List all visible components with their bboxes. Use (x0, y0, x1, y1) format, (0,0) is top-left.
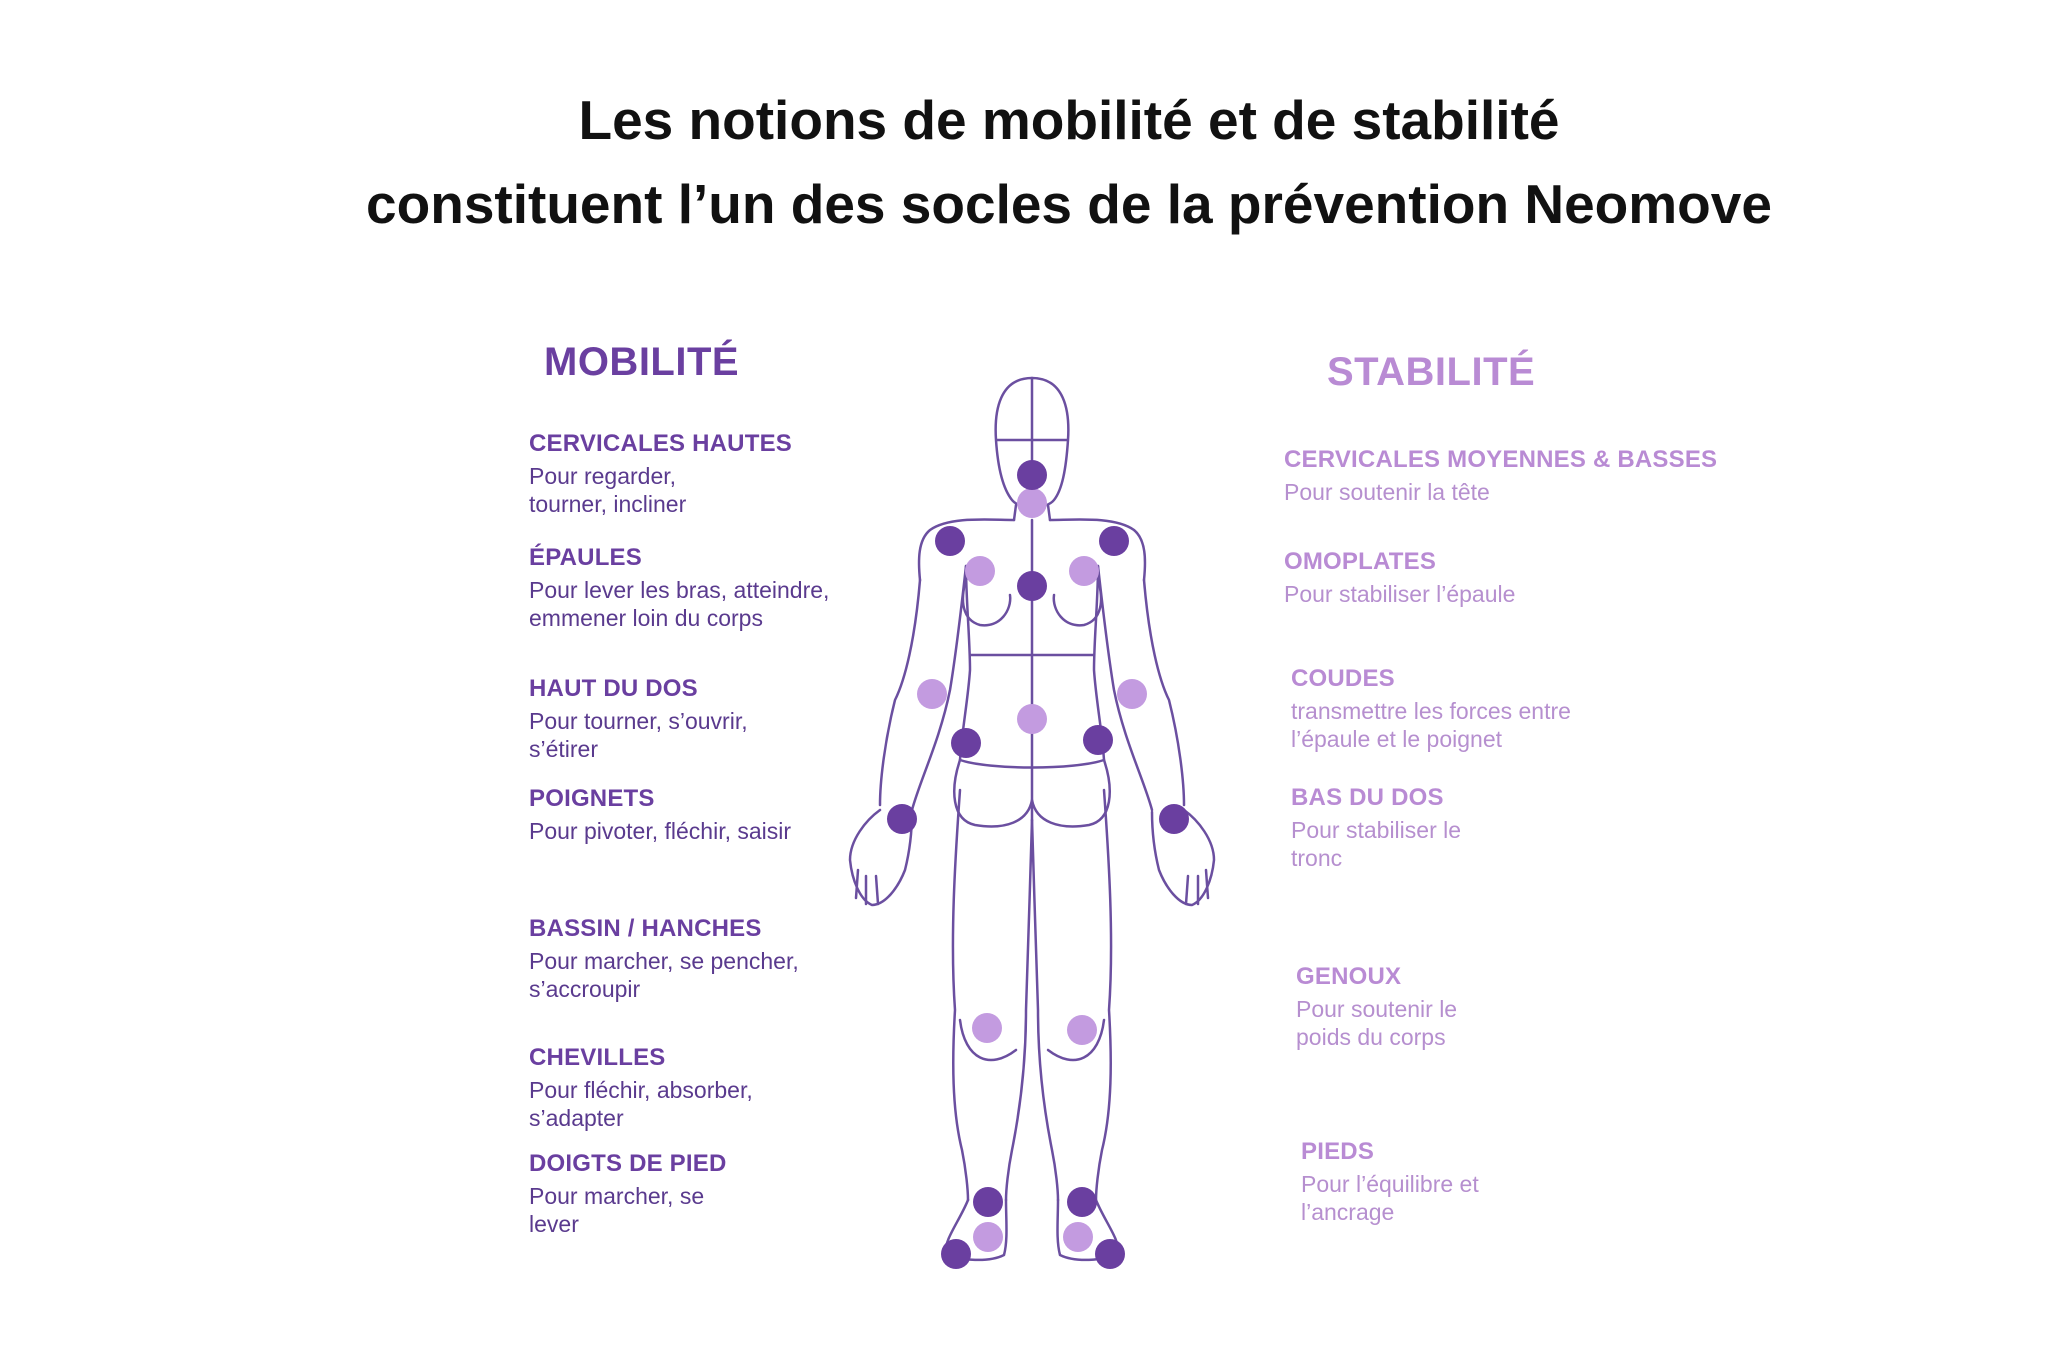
joint-cheville-right (1067, 1187, 1097, 1217)
stability-item-desc: Pour stabiliser le tronc (1291, 817, 1462, 871)
joint-poignet-right (1159, 804, 1189, 834)
mobility-item-title: BASSIN / HANCHES (529, 915, 762, 942)
mobility-item-desc: Pour fléchir, absorber, s’adapter (529, 1077, 753, 1131)
mobility-item-desc: Pour tourner, s’ouvrir, s’étirer (529, 708, 748, 762)
stability-item-desc: Pour l’équilibre et l’ancrage (1301, 1171, 1479, 1225)
mobility-item-title: CERVICALES HAUTES (529, 430, 792, 457)
joint-genou-left (972, 1013, 1002, 1043)
joint-omoplate-left (965, 556, 995, 586)
stability-item-title: OMOPLATES (1284, 548, 1437, 575)
title-line-2: constituent l’un des socles de la prévention Neomove (366, 173, 1772, 235)
joint-coude-left (917, 679, 947, 709)
joint-orteils-right (1095, 1239, 1125, 1269)
stability-item-title: PIEDS (1301, 1138, 1375, 1165)
stability-heading: STABILITÉ (1327, 350, 1536, 394)
mobility-item-title: POIGNETS (529, 785, 655, 812)
stability-item-desc: Pour stabiliser l’épaule (1284, 581, 1516, 607)
stability-item-title: COUDES (1291, 665, 1395, 692)
joint-coude-right (1117, 679, 1147, 709)
joint-cheville-left (973, 1187, 1003, 1217)
mobility-item-desc: Pour marcher, se pencher, s’accroupir (529, 948, 799, 1002)
title-line-1: Les notions de mobilité et de stabilité (578, 89, 1560, 151)
joint-pied-right (1063, 1222, 1093, 1252)
joint-omoplate-right (1069, 556, 1099, 586)
joint-pied-left (973, 1222, 1003, 1252)
mobility-heading: MOBILITÉ (544, 340, 740, 384)
joint-cervicales-hautes (1017, 460, 1047, 490)
stability-item-desc: transmettre les forces entre l’épaule et le poignet (1291, 698, 1571, 752)
mobility-item-title: DOIGTS DE PIED (529, 1150, 727, 1177)
joint-orteils-left (941, 1239, 971, 1269)
mobility-item-desc: Pour regarder, tourner, incliner (529, 463, 687, 517)
mobility-item-desc: Pour marcher, se lever (529, 1183, 705, 1237)
mobility-item-title: HAUT DU DOS (529, 675, 698, 702)
joint-poignet-left (887, 804, 917, 834)
joint-cervicales-moyennes (1017, 488, 1047, 518)
stability-item-desc: Pour soutenir le poids du corps (1296, 996, 1458, 1050)
stability-item-title: GENOUX (1296, 963, 1402, 990)
joint-genou-right (1067, 1015, 1097, 1045)
mobility-item-title: CHEVILLES (529, 1044, 666, 1071)
mobility-item-desc: Pour pivoter, fléchir, saisir (529, 818, 792, 844)
stability-item-title: BAS DU DOS (1291, 784, 1444, 811)
stability-item-desc: Pour soutenir la tête (1284, 479, 1490, 505)
joint-hanche-right (1083, 725, 1113, 755)
stability-item-title: CERVICALES MOYENNES & BASSES (1284, 446, 1718, 473)
joint-epaule-left (935, 526, 965, 556)
joint-epaule-right (1099, 526, 1129, 556)
joint-hanche-left (951, 728, 981, 758)
mobility-item-desc: Pour lever les bras, atteindre, emmener loin du corps (529, 577, 830, 631)
joint-haut-du-dos (1017, 571, 1047, 601)
joint-bas-du-dos (1017, 704, 1047, 734)
mobility-item-title: ÉPAULES (529, 544, 642, 571)
